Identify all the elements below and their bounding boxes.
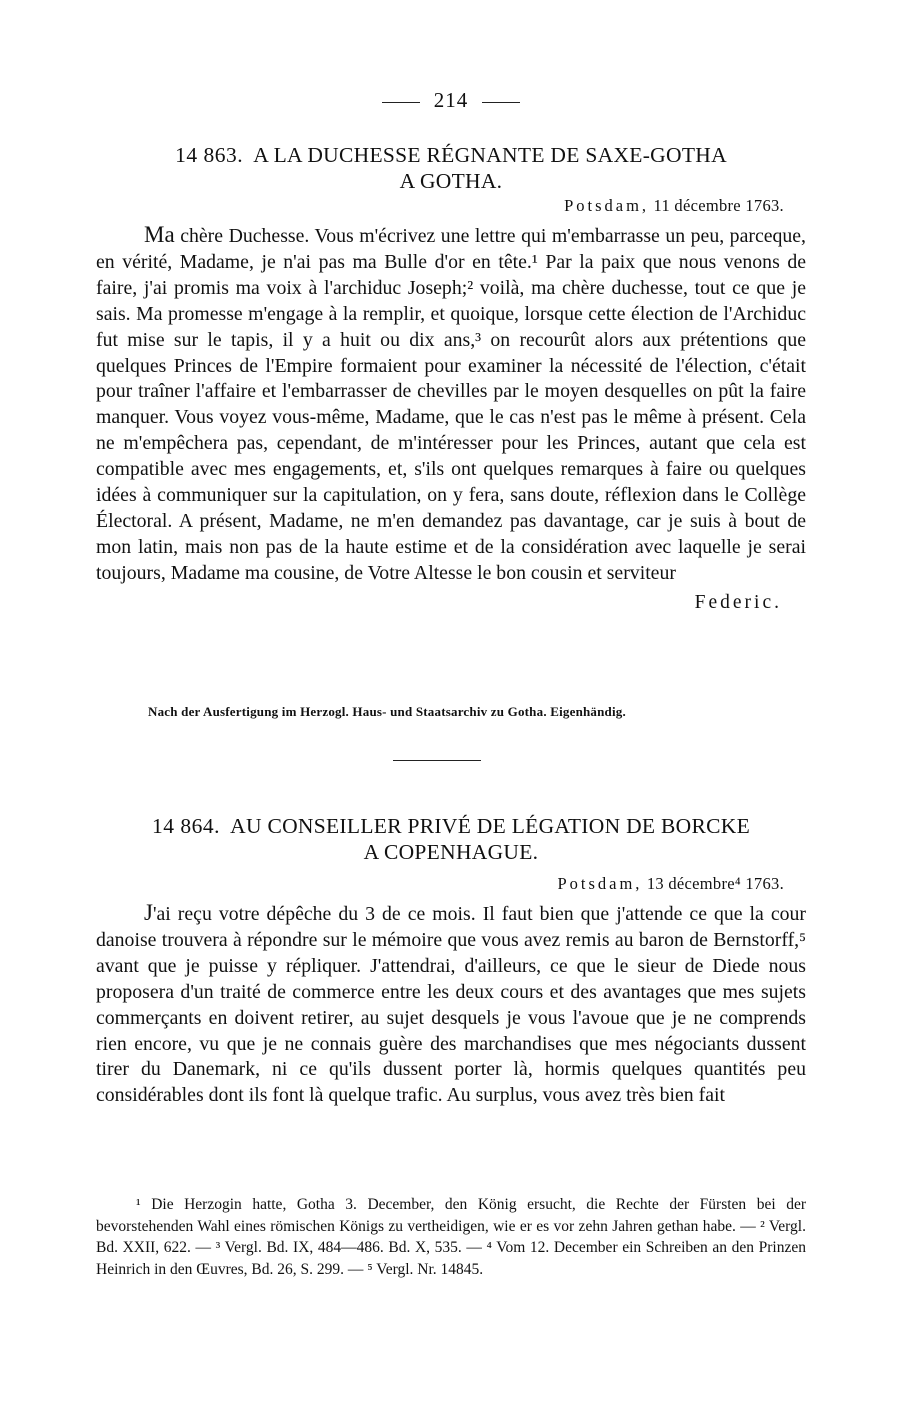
letter-2-date: 13 décembre⁴ 1763. — [646, 874, 784, 893]
letter-1-salutation: Ma — [144, 222, 175, 247]
divider — [382, 102, 420, 103]
letter-1-title: A LA DUCHESSE RÉGNANTE DE SAXE-GOTHA — [253, 143, 727, 167]
footnotes-text: ¹ Die Herzogin hatte, Gotha 3. December, den König ersucht, die Rechte der Fürsten bei der bevorstehenden Wahl eines römischen Königs zu vertheidigen, wie er es vor zehn Jahren gethan habe. — ² Vergl. Bd. XXII, 622. — ³ Vergl. Bd. IX, 484—486. Bd. X, 535. — ⁴ Vom 12. December ein Schreiben an den Prinzen Heinrich in den Œuvres, Bd. 26, S. 299. — ⁵ Vergl. Nr. 14845. — [96, 1196, 806, 1278]
letter-1-signature: Federic. — [694, 591, 782, 613]
letter-1-source: Nach der Ausfertigung im Herzogl. Haus- und Staatsarchiv zu Gotha. Eigenhändig. — [148, 704, 626, 719]
letter-1-title-line2: A GOTHA. — [399, 169, 503, 193]
letter-1-dateline — [564, 196, 784, 216]
letter-2-initial: J — [144, 900, 153, 925]
letter-2-body — [96, 900, 806, 1109]
letter-1-body — [96, 222, 806, 616]
divider — [482, 102, 520, 103]
footnotes — [96, 1194, 806, 1280]
page-number: 214 — [433, 88, 469, 112]
letter-2-place: Potsdam, — [557, 874, 643, 893]
section-divider — [393, 760, 481, 761]
page-number-line — [96, 88, 806, 113]
letter-1-number: 14 863. — [175, 143, 244, 167]
letter-2-number: 14 864. — [151, 814, 220, 838]
letter-2-heading — [96, 813, 806, 865]
letter-2-text: 'ai reçu votre dépêche du 3 de ce mois. Il faut bien que j'attende ce que la cour danoise trouvera à répondre sur le mémoire que vous avez remis au baron de Bernstorff,⁵ avant que je puisse y répliquer. J'attendrai, d'ailleurs, ce que le sieur de Diede nous proposera d'un traité de commerce entre les deux cours et des avantages que mes sujets commerçants en doivent retirer, au sujet desquels je vous l'avoue que je ne comprends rien encore, vu que je ne connais guère des marchandises que mes négociants dussent tirer du Danemark, ni ce qu'ils dussent porter là, hormis quelques quantités peu considérables dont ils font là quelque trafic. Au surplus, vous avez très bien fait — [96, 903, 806, 1107]
letter-1-date: 11 décembre 1763. — [653, 196, 784, 215]
letter-2-title: AU CONSEILLER PRIVÉ DE LÉGATION DE BORCKE — [230, 814, 751, 838]
letter-1-heading — [96, 142, 806, 194]
letter-2-title-line2: A COPENHAGUE. — [363, 840, 539, 864]
letter-1-place: Potsdam, — [564, 196, 650, 215]
letter-2-dateline — [557, 874, 784, 894]
letter-1-text: chère Duchesse. Vous m'écrivez une lettre qui m'embarrasse un peu, parceque, en vérité, Madame, je n'ai pas ma Bulle d'or en tête.¹ Par la paix que nous venons de faire, j'ai promis ma voix à l'archiduc Joseph;² voilà, ma chère duchesse, tout ce que je sais. Ma promesse m'engage à la remplir, et quoique, lorsque cette élection de l'Archiduc fut mise sur le tapis, il y a huit ou dix ans,³ on recourût alors aux prétentions que quelques Princes de l'Empire formaient pour examiner la nécessité de l'élection, c'était pour traîner l'affaire et l'embarrasser de chevilles par le moyen desquelles on pût la faire manquer. Vous voyez vous-même, Madame, que le cas n'est pas le même à présent. Cela ne m'empêchera pas, cependant, de m'intéresser pour les Princes, autant que cela est compatible avec mes engagements, et, s'ils ont quelques remarques à faire ou quelques idées à communiquer sur la capitulation, on y fera, sans doute, réflexion dans le Collège Électoral. A présent, Madame, ne m'en demandez pas davantage, car je suis à bout de mon latin, mais non pas de la haute estime et de la considération avec laquelle je serai toujours, Madame ma cousine, de Votre Altesse le bon cousin et serviteur — [96, 225, 807, 584]
